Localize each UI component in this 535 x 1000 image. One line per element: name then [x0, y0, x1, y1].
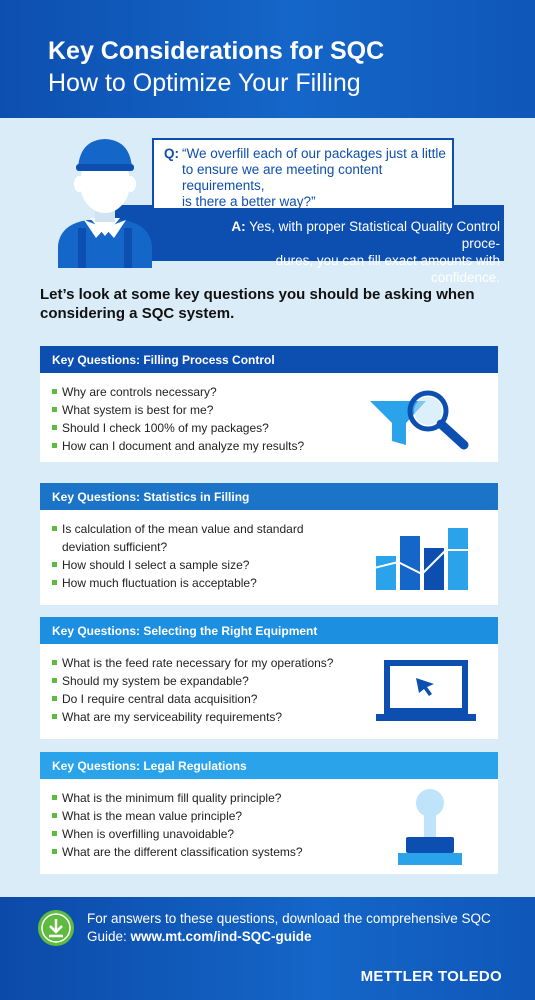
monitor-cursor-icon: [376, 658, 476, 724]
list-item: How should I select a sample size?: [52, 556, 304, 574]
answer-label: A:: [231, 219, 246, 234]
list-item: Why are controls necessary?: [52, 383, 304, 401]
list-item: Is calculation of the mean value and standard deviation sufficient?: [52, 520, 304, 556]
section-filling-process-control: [40, 346, 498, 462]
guide-link[interactable]: www.mt.com/ind-SQC-guide: [130, 929, 312, 944]
section-selecting-equipment: [40, 617, 498, 739]
list-item: Should my system be expandable?: [52, 672, 333, 690]
section-title: Key Questions: Selecting the Right Equipment: [40, 617, 498, 644]
question-list: [52, 383, 304, 455]
footer-text: [87, 910, 517, 946]
section-title: Key Questions: Filling Process Control: [40, 346, 498, 373]
list-item: What are the different classification systems?: [52, 843, 303, 861]
header-banner: [0, 0, 535, 118]
answer-bar: [110, 205, 504, 285]
bar-chart-icon: [374, 520, 474, 592]
page-title: Key Considerations for SQC: [48, 37, 385, 65]
section-title: Key Questions: Legal Regulations: [40, 752, 498, 779]
question-list: [52, 789, 303, 861]
list-item: Do I require central data acquisition?: [52, 690, 333, 708]
answer-line-1: Yes, with proper Statistical Quality Control proce-: [249, 219, 500, 251]
question-line-1: “We overfill each of our packages just a little: [182, 146, 446, 161]
section-legal-regulations: [40, 752, 498, 874]
funnel-magnifier-icon: [368, 383, 478, 453]
question-list: [52, 654, 333, 726]
question-line-3: is there a better way?”: [182, 194, 316, 209]
list-item: What is the mean value principle?: [52, 807, 303, 825]
worker-avatar-icon: [50, 128, 160, 268]
intro-line-1: Let’s look at some key questions you should be asking when: [40, 286, 475, 303]
question-bubble: [152, 138, 454, 210]
list-item: What is the feed rate necessary for my operations?: [52, 654, 333, 672]
footer-line-1: For answers to these questions, download the comprehensive SQC: [87, 911, 491, 926]
list-item: What are my serviceability requirements?: [52, 708, 333, 726]
intro-line-2: considering a SQC system.: [40, 305, 235, 322]
section-title: Key Questions: Statistics in Filling: [40, 483, 498, 510]
question-list: [52, 520, 304, 592]
intro-text: [40, 285, 500, 323]
answer-text: [204, 218, 500, 286]
list-item: What system is best for me?: [52, 401, 304, 419]
list-item: When is overfilling unavoidable?: [52, 825, 303, 843]
list-item: How much fluctuation is acceptable?: [52, 574, 304, 592]
stamp-icon: [390, 785, 470, 869]
section-statistics-in-filling: [40, 483, 498, 605]
list-item: Should I check 100% of my packages?: [52, 419, 304, 437]
list-item: What is the minimum fill quality principle?: [52, 789, 303, 807]
question-label: Q:: [164, 146, 179, 161]
list-item: How can I document and analyze my results?: [52, 437, 304, 455]
answer-line-2: dures, you can fill exact amounts with confidence.: [275, 253, 500, 285]
mettler-toledo-logo: METTLER TOLEDO: [360, 968, 502, 985]
footer-line-2-prefix: Guide:: [87, 929, 131, 944]
question-line-2: to ensure we are meeting content requirements,: [182, 162, 383, 193]
question-text: [164, 146, 452, 210]
page-subtitle: How to Optimize Your Filling: [48, 69, 361, 97]
download-icon[interactable]: [38, 910, 74, 946]
